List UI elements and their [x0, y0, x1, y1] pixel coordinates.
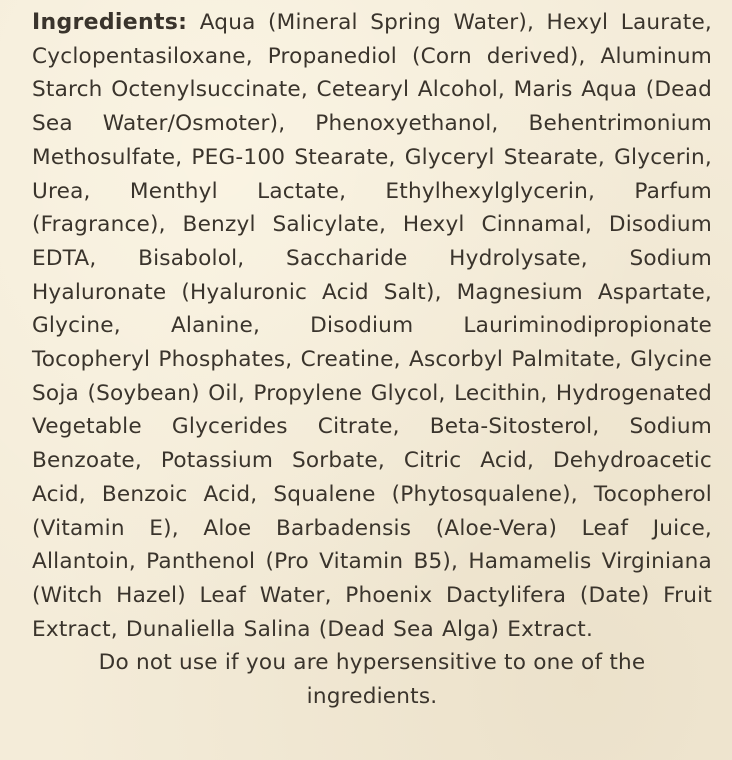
ingredients-list: Aqua (Mineral Spring Water), Hexyl Laurate, Cyclopentasiloxane, Propanediol (Corn derived), Aluminum Starch Octenylsuccinate, Cetearyl Alcohol, Maris Aqua (Dead Sea Water/Osmoter), Phenoxyethanol, Behentrimonium Methosulfate, PEG-100 Stearate, Glyceryl Stearate, Glycerin, Urea, Menthyl Lactate, Ethylhexylglycerin, Parfum (Fragrance), Benzyl Salicylate, Hexyl Cinnamal, Disodium EDTA, Bisabolol, Saccharide Hydrolysate, Sodium Hyaluronate (Hyaluronic Acid Salt), Magnesium Aspartate, Glycine, Alanine, Disodium Lauriminodipropionate Tocopheryl Phosphates, Creatine, Ascorbyl Palmitate, Glycine Soja (Soybean) Oil, Propylene Glycol, Lecithin, Hydrogenated Vegetable Glycerides Citrate, Beta-Sitosterol, Sodium Benzoate, Potassium Sorbate, Citric Acid, Dehydroacetic Acid, Benzoic Acid, Squalene (Phytosqualene), Tocopherol (Vitamin E), Aloe Barbadensis (Aloe-Vera) Leaf Juice, Allantoin, Panthenol (Pro Vitamin B5), Hamamelis Virginiana (Witch Hazel) Leaf Water, Phoenix Dactylifera (Date) Fruit Extract, Dunaliella Salina (Dead Sea Alga) Extract.: [32, 10, 712, 642]
ingredients-heading: Ingredients:: [32, 10, 188, 35]
ingredients-paragraph: [32, 6, 712, 646]
hypersensitivity-warning: Do not use if you are hypersensitive to one of the ingredients.: [98, 650, 646, 710]
